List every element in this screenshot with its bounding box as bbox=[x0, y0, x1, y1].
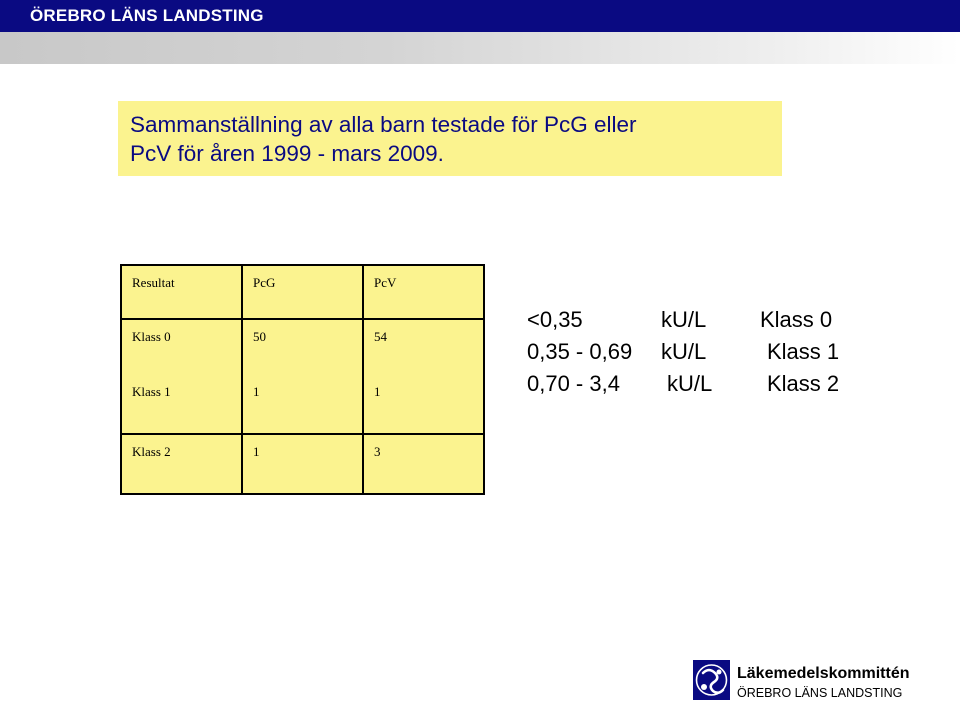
top-banner bbox=[0, 0, 960, 32]
legend-range: <0,35 bbox=[527, 307, 583, 332]
organization-title: ÖREBRO LÄNS LANDSTING bbox=[30, 6, 264, 25]
table-header-row bbox=[121, 265, 484, 319]
grey-gradient-bar bbox=[0, 32, 960, 64]
legend-unit: kU/L bbox=[661, 307, 707, 332]
landsting-logo-icon bbox=[693, 660, 730, 700]
legend-unit: kU/L bbox=[667, 371, 713, 396]
table-cell: Klass 0 Klass 1 bbox=[121, 319, 242, 434]
legend-range: 0,35 - 0,69 bbox=[527, 339, 633, 364]
legend-class: Klass 0 bbox=[760, 307, 833, 332]
header-cell-resultat: Resultat bbox=[121, 265, 242, 319]
legend-class: Klass 2 bbox=[767, 371, 840, 396]
legend-class: Klass 1 bbox=[767, 339, 840, 364]
header-cell-pcv: PcV bbox=[363, 265, 484, 319]
legend-range: 0,70 - 3,4 bbox=[527, 371, 620, 396]
header-cell-pcg: PcG bbox=[242, 265, 363, 319]
slide-title-line-1: Sammanställning av alla barn testade för PcG eller bbox=[130, 112, 637, 137]
table-row bbox=[121, 434, 484, 494]
slide-title-box bbox=[118, 101, 782, 176]
slide-title-line-2: PcV för åren 1999 - mars 2009. bbox=[130, 141, 444, 166]
legend-unit: kU/L bbox=[661, 339, 707, 364]
table-cell: 54 1 bbox=[363, 319, 484, 434]
table-row bbox=[121, 319, 484, 434]
table-cell: Klass 2 bbox=[121, 434, 242, 494]
footer-subtitle: ÖREBRO LÄNS LANDSTING bbox=[737, 686, 903, 700]
table-cell: 1 bbox=[242, 434, 363, 494]
results-table bbox=[120, 264, 485, 495]
table-cell: 3 bbox=[363, 434, 484, 494]
table-cell: 50 1 bbox=[242, 319, 363, 434]
footer-title: Läkemedelskommittén bbox=[737, 665, 910, 682]
